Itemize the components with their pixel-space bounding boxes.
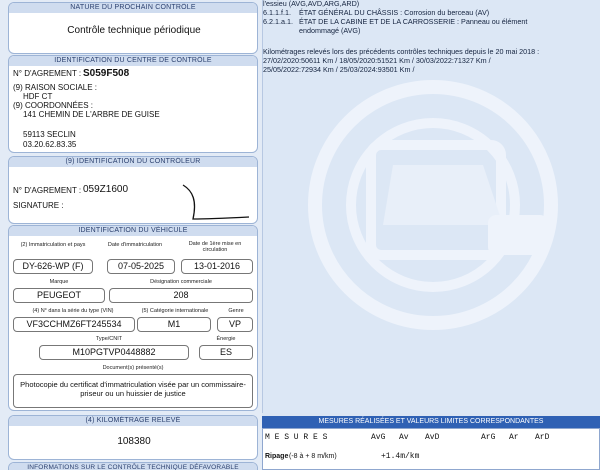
vehicule-title: IDENTIFICATION DU VÉHICULE bbox=[9, 226, 257, 236]
vin-value: VF3CCHMZ6FT245534 bbox=[13, 317, 135, 332]
immat-label: (2) Immatriculation et pays bbox=[20, 242, 86, 248]
energie-value: ES bbox=[199, 345, 253, 360]
prochain-controle-title: NATURE DU PROCHAIN CONTRÔLE bbox=[9, 3, 257, 13]
left-column bbox=[0, 0, 262, 470]
type-value: M10PGTVP0448882 bbox=[39, 345, 189, 360]
documents-label: Document(s) présenté(s) bbox=[102, 365, 164, 371]
defaut-line3-code: 6.2.1.a.1. bbox=[263, 17, 293, 26]
mesures-title: MESURES RÉALISÉES ET VALEURS LIMITES CORRESPONDANTES bbox=[262, 416, 600, 428]
historique-line2: 25/05/2022:72934 Km / 25/03/2024:93501 Km / bbox=[263, 65, 415, 74]
historique-line1: 27/02/2020:50611 Km / 18/05/2020:51521 Km / 30/03/2022:71327 Km / bbox=[263, 56, 491, 65]
centre-title: IDENTIFICATION DU CENTRE DE CONTRÔLE bbox=[9, 56, 257, 66]
categorie-label: (5) Catégorie internationale bbox=[141, 308, 209, 314]
centre-card bbox=[8, 55, 258, 153]
col-ar: Ar bbox=[509, 433, 519, 442]
ripage-label: Ripage bbox=[265, 453, 289, 460]
defaut-line3-text: ÉTAT DE LA CABINE ET DE LA CARROSSERIE : Panneau ou élément bbox=[299, 17, 528, 26]
ripage-range: (-8 à + 8 m/km) bbox=[289, 453, 337, 460]
prochain-controle-card bbox=[8, 2, 258, 54]
categorie-value: M1 bbox=[137, 317, 211, 332]
defaut-line1: l'essieu (AVG,AVD,ARG,ARD) bbox=[263, 0, 360, 8]
col-av: Av bbox=[399, 433, 409, 442]
centre-phone: 03.20.62.83.35 bbox=[23, 140, 77, 149]
designation-label: Désignation commerciale bbox=[150, 279, 212, 285]
centre-agrement-label: N° D'AGREMENT : bbox=[13, 69, 82, 78]
col-arg: ArG bbox=[481, 433, 496, 442]
informations-title: INFORMATIONS SUR LE CONTRÔLE TECHNIQUE DÉFAVORABLE bbox=[9, 463, 257, 470]
centre-raison-value: HDF CT bbox=[23, 92, 53, 101]
controleur-agrement-value: 059Z1600 bbox=[83, 184, 129, 195]
prochain-controle-value: Contrôle technique périodique bbox=[67, 25, 201, 36]
centre-agrement-value: S059F508 bbox=[83, 68, 130, 79]
kilometrage-value: 108380 bbox=[117, 436, 151, 447]
defaut-line2-code: 6.1.1.f.1. bbox=[263, 8, 291, 17]
date-immat-label: Date d'immatriculation bbox=[107, 242, 163, 248]
defaut-line2-text: ÉTAT GÉNÉRAL DU CHÂSSIS : Corrosion du berceau (AV) bbox=[299, 8, 490, 17]
marque-value: PEUGEOT bbox=[13, 288, 105, 303]
immat-value: DY-626-WP (F) bbox=[13, 259, 93, 274]
historique-intro: Kilométrages relevés lors des précédents contrôles techniques depuis le 20 mai 2018 : bbox=[263, 47, 540, 56]
right-column bbox=[262, 0, 600, 470]
signature-label: SIGNATURE : bbox=[13, 201, 64, 210]
date-mise-label: Date de 1ère mise en circulation bbox=[188, 241, 242, 253]
defauts-panel bbox=[262, 0, 600, 413]
genre-label: Genre bbox=[228, 308, 244, 314]
centre-raison-label: (9) RAISON SOCIALE : bbox=[13, 83, 98, 92]
col-avd: AvD bbox=[425, 433, 440, 442]
col-avg: AvG bbox=[371, 433, 386, 442]
date-mise-value: 13-01-2016 bbox=[181, 259, 253, 274]
genre-value: VP bbox=[217, 317, 253, 332]
vehicule-card bbox=[8, 225, 258, 411]
marque-label: Marque bbox=[49, 279, 69, 285]
date-immat-value: 07-05-2025 bbox=[107, 259, 175, 274]
mesures-table bbox=[262, 428, 600, 470]
controleur-title: (9) IDENTIFICATION DU CONTRÔLEUR bbox=[9, 157, 257, 167]
centre-coord-label: (9) COORDONNÉES : bbox=[13, 101, 94, 110]
col-ard: ArD bbox=[535, 433, 550, 442]
type-label: Type/CNIT bbox=[95, 336, 123, 342]
col-mesures: M E S U R E S bbox=[265, 433, 328, 442]
defaut-line4-text: endommagé (AVG) bbox=[299, 26, 361, 35]
informations-card bbox=[8, 462, 258, 470]
energie-label: Énergie bbox=[216, 336, 236, 342]
watermark-emblem bbox=[293, 75, 573, 335]
controleur-card bbox=[8, 156, 258, 224]
vin-label: (4) N° dans la série du type (VIN) bbox=[32, 308, 114, 314]
kilometrage-card bbox=[8, 415, 258, 460]
kilometrage-title: (4) KILOMÉTRAGE RELEVÉ bbox=[9, 416, 257, 426]
centre-address-line1: 141 CHEMIN DE L'ARBRE DE GUISE bbox=[23, 110, 160, 119]
documents-value: Photocopie du certificat d'immatriculation visée par un commissaire-priseur ou un huissier de justice bbox=[13, 374, 253, 408]
controleur-agrement-label: N° D'AGREMENT : bbox=[13, 186, 82, 195]
designation-value: 208 bbox=[109, 288, 253, 303]
signature-image bbox=[159, 181, 254, 223]
ripage-value: +1.4m/km bbox=[381, 452, 420, 461]
centre-address-line2: 59113 SECLIN bbox=[23, 130, 76, 139]
